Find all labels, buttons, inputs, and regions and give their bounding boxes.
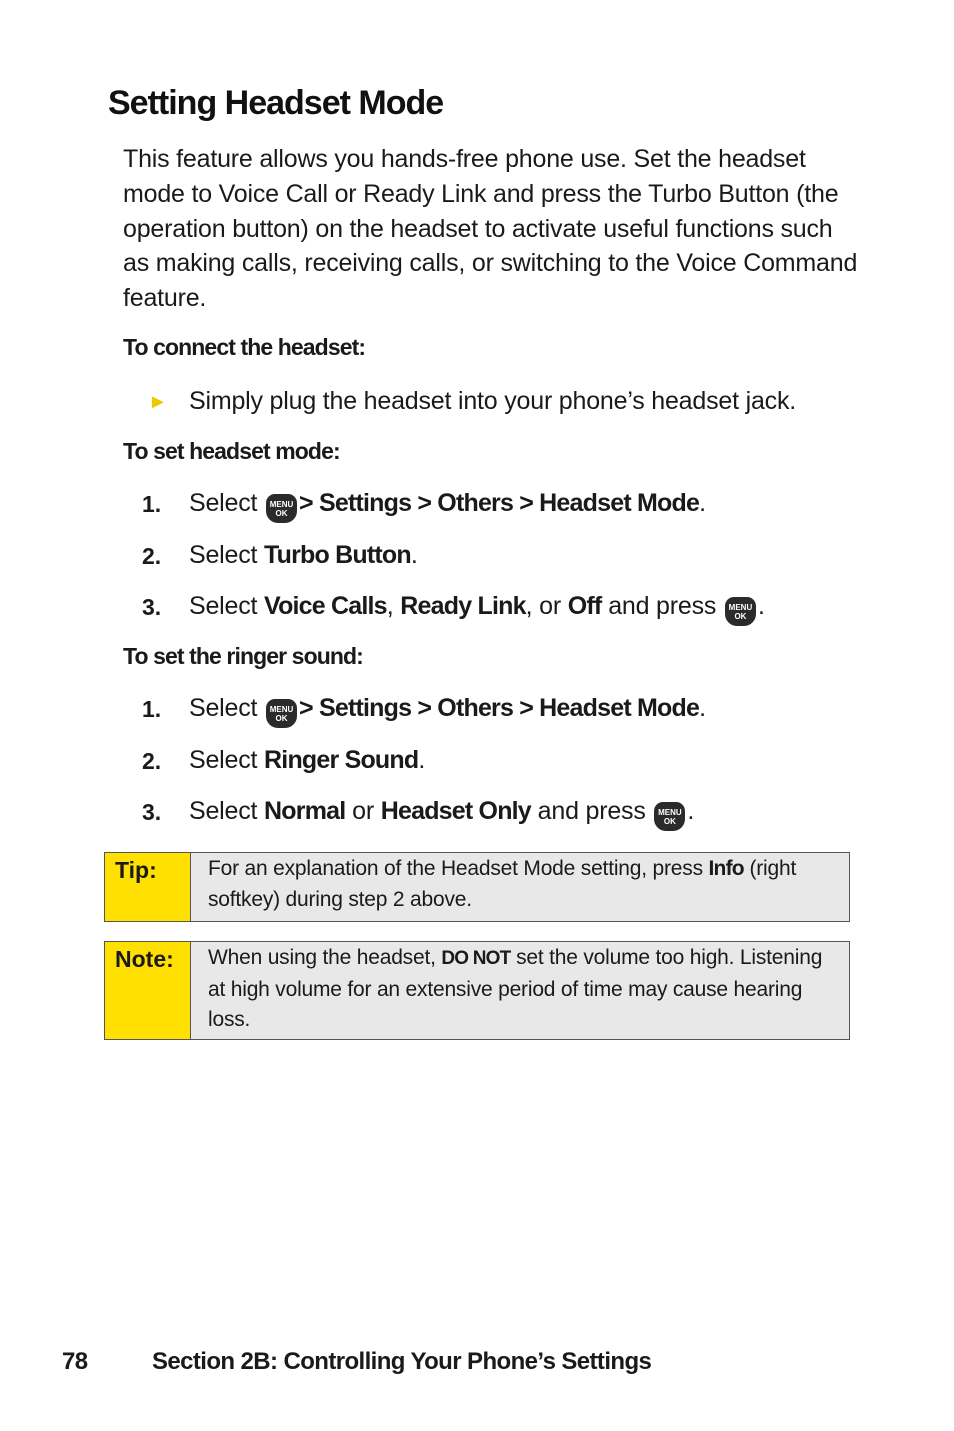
note-body — [191, 942, 849, 1039]
step-text: Select — [189, 592, 258, 620]
step-punct: . — [410, 541, 418, 569]
note-text: set the volume too high. Listening at high volume for an extensive period of time may cause hearing loss. — [208, 946, 823, 1031]
step-text: , or — [525, 592, 561, 620]
page-title: Setting Headset Mode — [108, 84, 444, 122]
tip-text: For an explanation of the Headset Mode setting, press — [208, 857, 703, 880]
option-ringer-sound: Ringer Sound — [264, 746, 419, 774]
menu-key-top: MENU — [728, 603, 753, 612]
option-ready-link: Ready Link — [400, 592, 526, 620]
tip-label: Tip: — [105, 853, 191, 921]
bullet-arrow-icon: ► — [148, 391, 168, 413]
menu-ok-key-icon — [654, 802, 685, 831]
connect-bullet-text: Simply plug the headset into your phone’s headset jack. — [189, 387, 796, 415]
step-number: 3. — [142, 799, 162, 825]
option-headset-only: Headset Only — [380, 797, 531, 825]
menu-key-top: MENU — [658, 808, 682, 817]
step-number: 3. — [142, 594, 162, 620]
option-turbo-button: Turbo Button — [264, 541, 411, 569]
menu-ok-key-icon — [725, 597, 756, 626]
tip-info-key: Info — [708, 857, 744, 880]
menu-path: > Settings > Others > Headset Mode — [299, 694, 700, 722]
step-punct: . — [418, 746, 426, 774]
step-number: 2. — [142, 543, 162, 569]
step-number: 1. — [142, 491, 162, 517]
mode-heading: To set headset mode: — [123, 438, 340, 464]
menu-key-top: MENU — [269, 500, 294, 509]
step-text: Select — [189, 746, 258, 774]
tip-text: (right softkey) during step 2 above. — [208, 857, 797, 911]
step-text: and press — [537, 797, 646, 825]
ringer-step-2 — [189, 746, 425, 775]
mode-step-2 — [189, 541, 418, 570]
connect-heading: To connect the headset: — [123, 334, 366, 360]
ringer-step-1 — [189, 694, 706, 728]
step-punct: . — [687, 797, 695, 825]
option-voice-calls: Voice Calls — [264, 592, 387, 620]
option-normal: Normal — [264, 797, 346, 825]
step-number: 2. — [142, 748, 162, 774]
note-callout — [104, 941, 850, 1040]
step-text: or — [352, 797, 374, 825]
ringer-heading: To set the ringer sound: — [123, 643, 363, 669]
step-punct: . — [699, 694, 706, 722]
option-off: Off — [567, 592, 602, 620]
menu-ok-key-icon — [266, 699, 297, 728]
menu-key-bottom: OK — [734, 612, 747, 621]
step-punct: . — [757, 592, 765, 620]
note-text: When using the headset, — [208, 946, 436, 969]
menu-key-top: MENU — [269, 705, 294, 714]
note-label: Note: — [105, 942, 191, 1039]
menu-path: > Settings > Others > Headset Mode — [299, 489, 700, 517]
tip-body — [191, 853, 849, 921]
step-text: Select — [189, 694, 258, 722]
mode-step-3 — [189, 592, 765, 626]
menu-key-bottom: OK — [663, 817, 676, 826]
step-text: Select — [189, 541, 258, 569]
step-number: 1. — [142, 696, 162, 722]
ringer-step-3 — [189, 797, 694, 831]
menu-key-bottom: OK — [275, 714, 288, 723]
menu-key-bottom: OK — [275, 509, 288, 518]
section-title: Section 2B: Controlling Your Phone’s Settings — [152, 1348, 652, 1375]
step-text: Select — [189, 797, 258, 825]
intro-paragraph: This feature allows you hands-free phone use. Set the headset mode to Voice Call or Ready Link and press the Turbo Button (the operation button) on the headset to activate useful functions such as making calls, receiving calls, or switching to the Voice Command feature. — [123, 145, 858, 313]
step-text: and press — [608, 592, 717, 620]
menu-ok-key-icon — [266, 494, 297, 523]
step-text: Select — [189, 489, 258, 517]
tip-callout — [104, 852, 850, 922]
page-number: 78 — [62, 1348, 88, 1375]
mode-step-1 — [189, 489, 706, 523]
note-do-not: DO NOT — [441, 948, 511, 969]
step-punct: . — [699, 489, 706, 517]
step-punct: , — [386, 592, 394, 620]
